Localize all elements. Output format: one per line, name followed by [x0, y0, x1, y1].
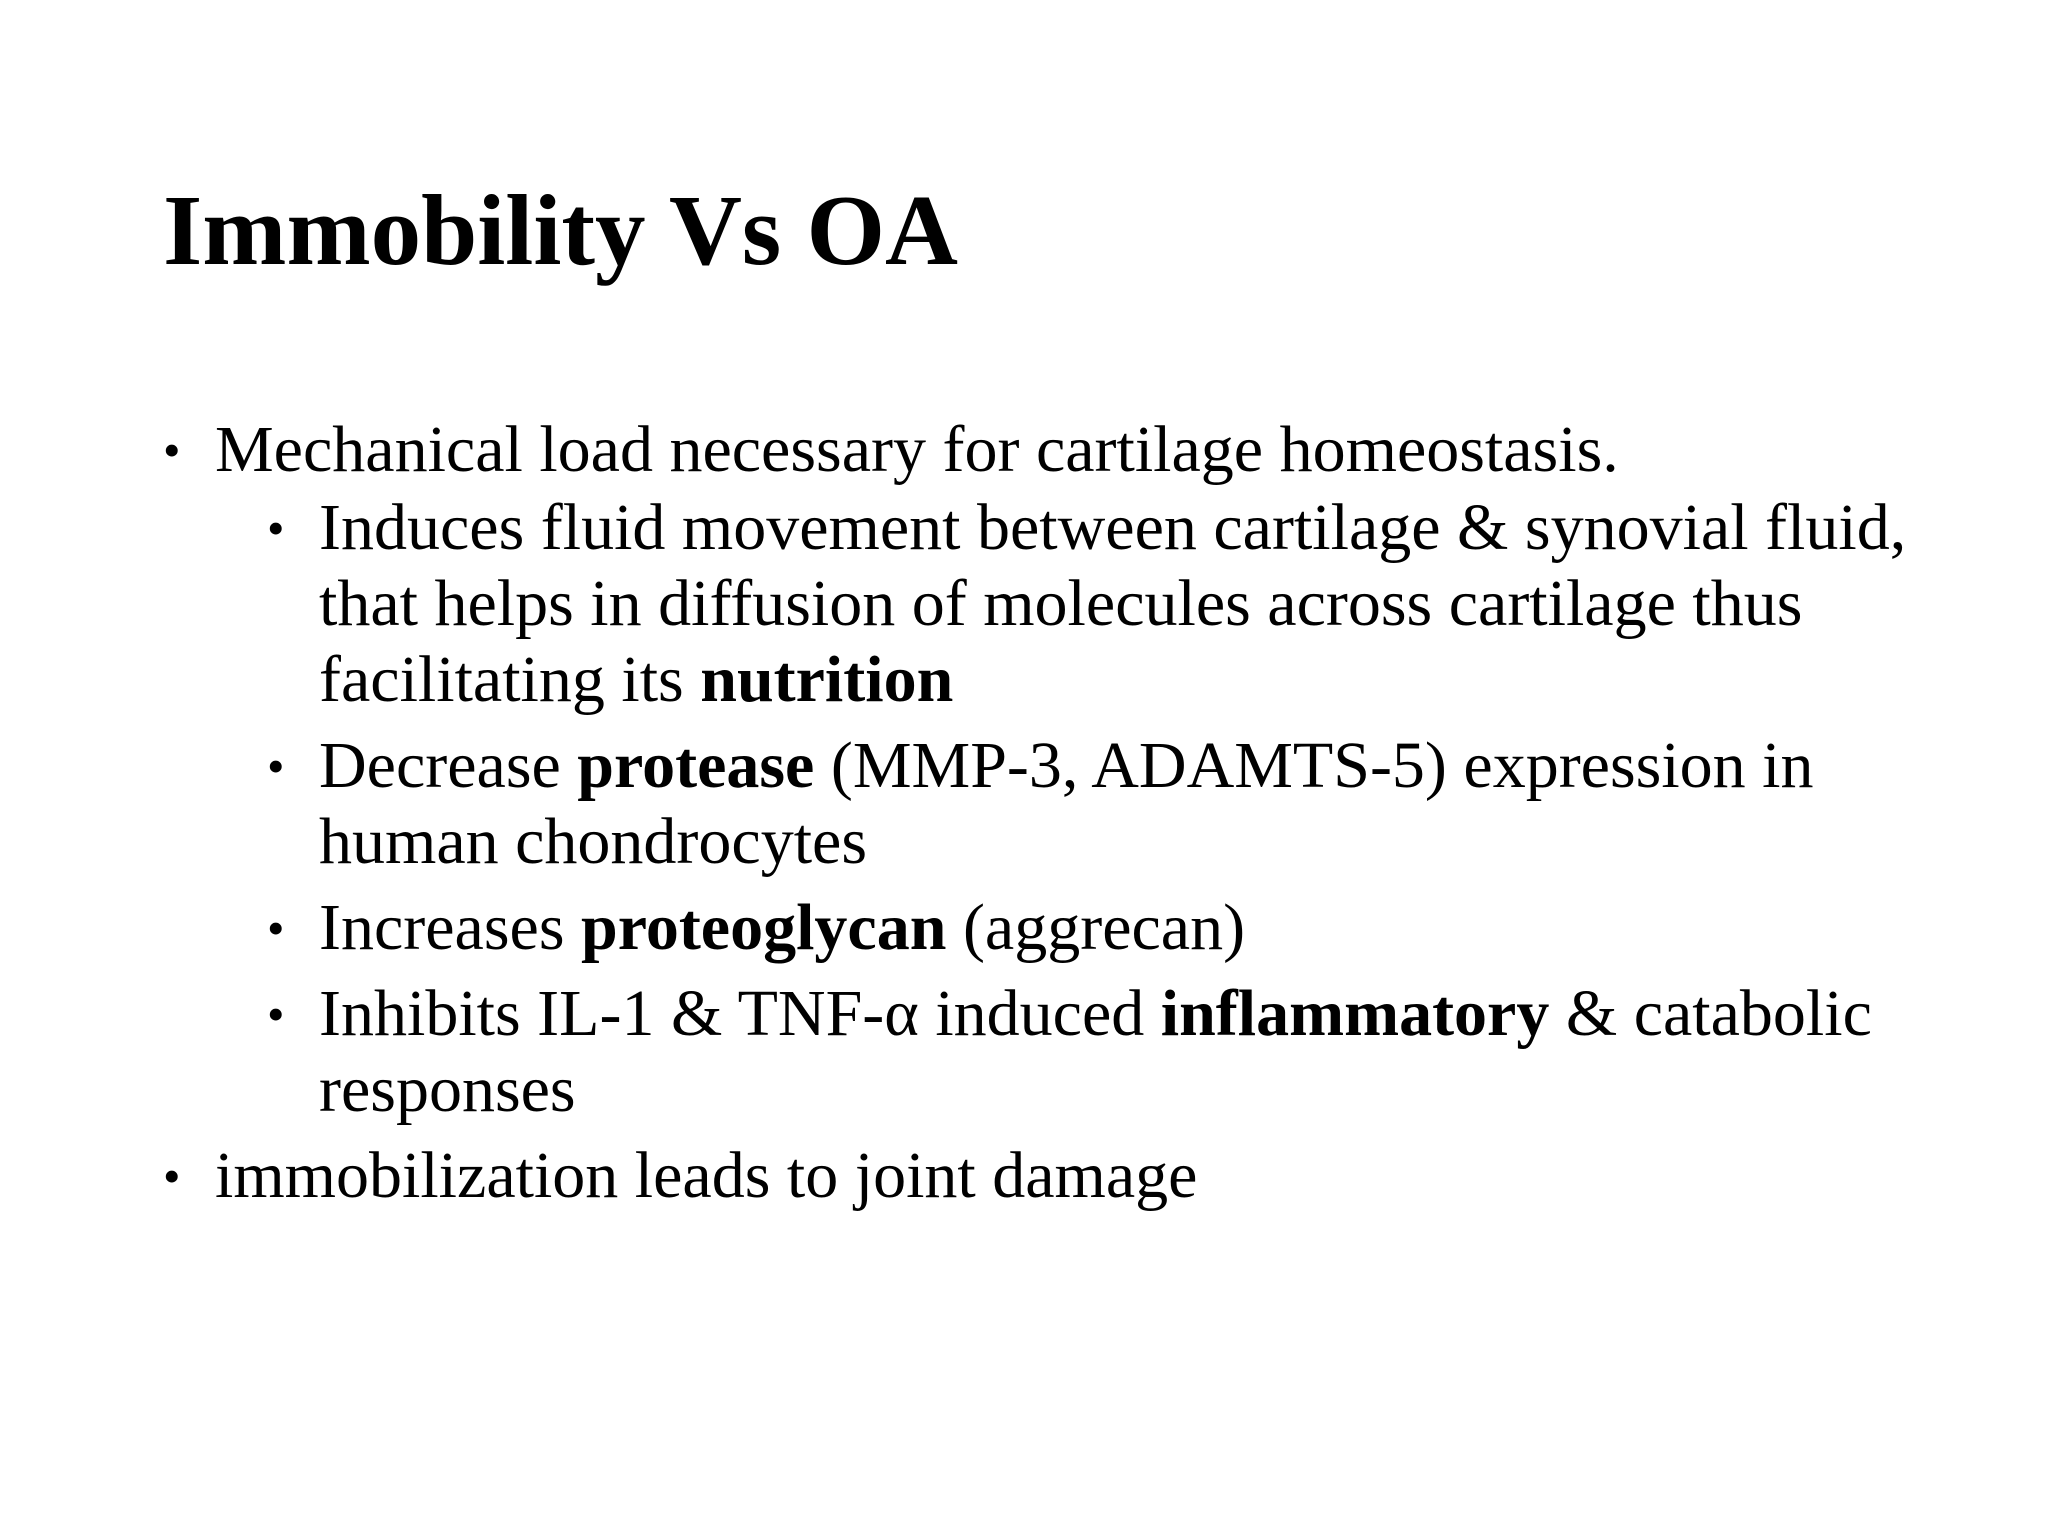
bullet-item: [163, 412, 1963, 488]
sub-bullet-item: [163, 490, 1963, 718]
bullet-marker: •: [267, 986, 285, 1042]
bullet-marker: •: [163, 1148, 181, 1204]
sub-bullet-text-tail: (aggrecan): [946, 891, 1246, 964]
slide-title: Immobility Vs OA: [163, 174, 958, 286]
bullet-text: Mechanical load necessary for cartilage homeostasis.: [215, 413, 1619, 486]
sub-bullet-item: [163, 728, 1963, 880]
bullet-item: [163, 1138, 1963, 1214]
bullet-marker: •: [267, 738, 285, 794]
sub-bullet-text: Inhibits IL-1 & TNF-α induced: [319, 977, 1161, 1050]
emphasis-text: proteoglycan: [581, 891, 947, 964]
sub-bullet-item: [163, 890, 1963, 966]
sub-bullet-text-tail: & catabolic responses: [319, 977, 1872, 1126]
sub-bullet-text: Increases: [319, 891, 582, 964]
sub-bullet-text: Induces fluid movement between cartilage & synovial fluid, that helps in diffusion of molecules across cartilage thus facilitating its: [319, 491, 1907, 716]
sub-bullet-text: Decrease: [319, 729, 578, 802]
bullet-text: immobilization leads to joint damage: [215, 1139, 1198, 1212]
bullet-list: [163, 412, 1963, 1216]
sub-bullet-item: [163, 976, 1963, 1128]
emphasis-text: nutrition: [700, 643, 954, 716]
emphasis-text: inflammatory: [1160, 977, 1550, 1050]
bullet-marker: •: [267, 500, 285, 556]
emphasis-text: protease: [577, 729, 815, 802]
sub-bullet-text-tail: (MMP-3, ADAMTS-5) expression in human chondrocytes: [319, 729, 1814, 878]
bullet-marker: •: [267, 900, 285, 956]
bullet-marker: •: [163, 422, 181, 478]
